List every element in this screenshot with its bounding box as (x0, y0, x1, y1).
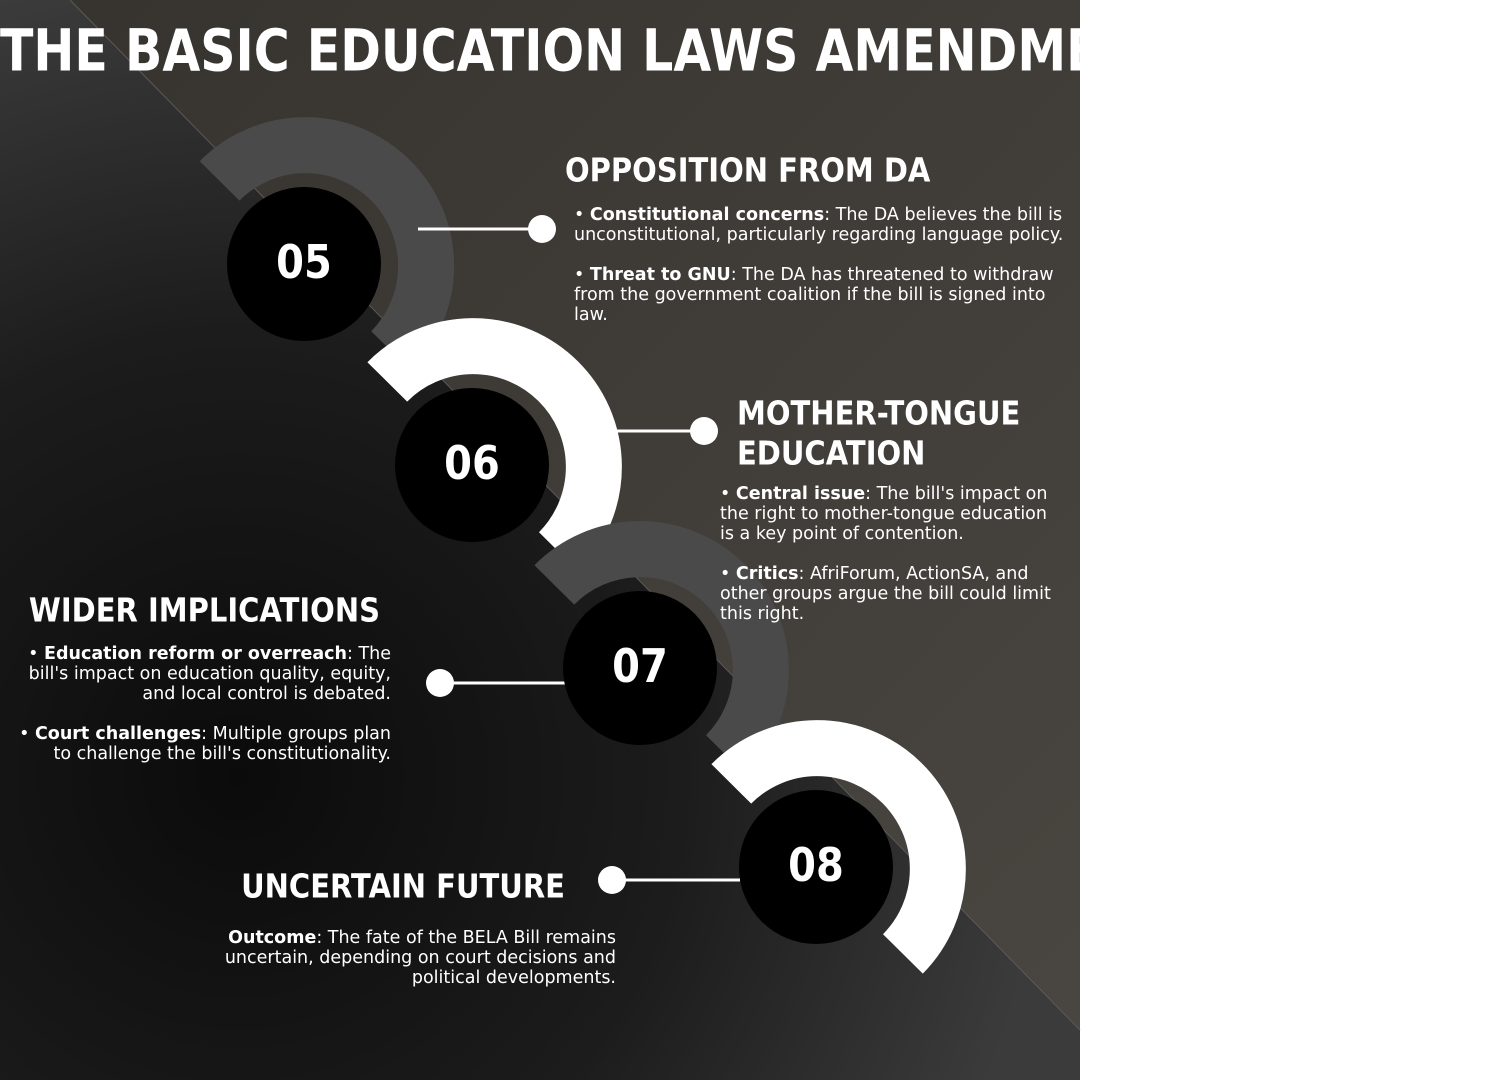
number-07: 07 (612, 640, 668, 694)
connector-dot-06 (690, 417, 718, 445)
point-08-1: Outcome: The fate of the BELA Bill remains uncertain, depending on court decisions and political developments. (224, 928, 616, 988)
connector-dot-07 (426, 669, 454, 697)
section-06-body (720, 484, 1060, 624)
point-05-2: • Threat to GNU: The DA has threatened to withdraw from the government coalition if the bill is signed into law. (574, 265, 1054, 325)
connector-dot-08 (598, 866, 626, 894)
number-06: 06 (444, 437, 500, 491)
point-05-1: • Constitutional concerns: The DA believes the bill is unconstitutional, particularly regarding language policy. (574, 205, 1064, 245)
heading-uncertain-future: UNCERTAIN FUTURE (241, 867, 565, 906)
number-05: 05 (276, 236, 332, 290)
section-08-body (216, 928, 616, 988)
connector-dot-05 (528, 215, 556, 243)
point-06-2: • Critics: AfriForum, ActionSA, and other groups argue the bill could limit this right. (720, 564, 1051, 624)
point-07-2: • Court challenges: Multiple groups plan to challenge the bill's constitutionality. (19, 724, 391, 764)
number-08: 08 (788, 839, 844, 893)
page-title: THE BASIC EDUCATION LAWS AMENDMENT (BELA) BILL (0, 17, 1511, 85)
heading-wider-implications: WIDER IMPLICATIONS (28, 591, 380, 630)
point-06-1: • Central issue: The bill's impact on the right to mother-tongue education is a key point of contention. (720, 484, 1048, 544)
section-05-body (574, 205, 1074, 325)
point-07-1: • Education reform or overreach: The bill's impact on education quality, equity, and local control is debated. (28, 644, 391, 704)
heading-opposition-from-da: OPPOSITION FROM DA (565, 151, 931, 190)
section-07-body (11, 644, 391, 764)
heading-mother-tongue-education: MOTHER-TONGUE EDUCATION (737, 394, 1021, 473)
